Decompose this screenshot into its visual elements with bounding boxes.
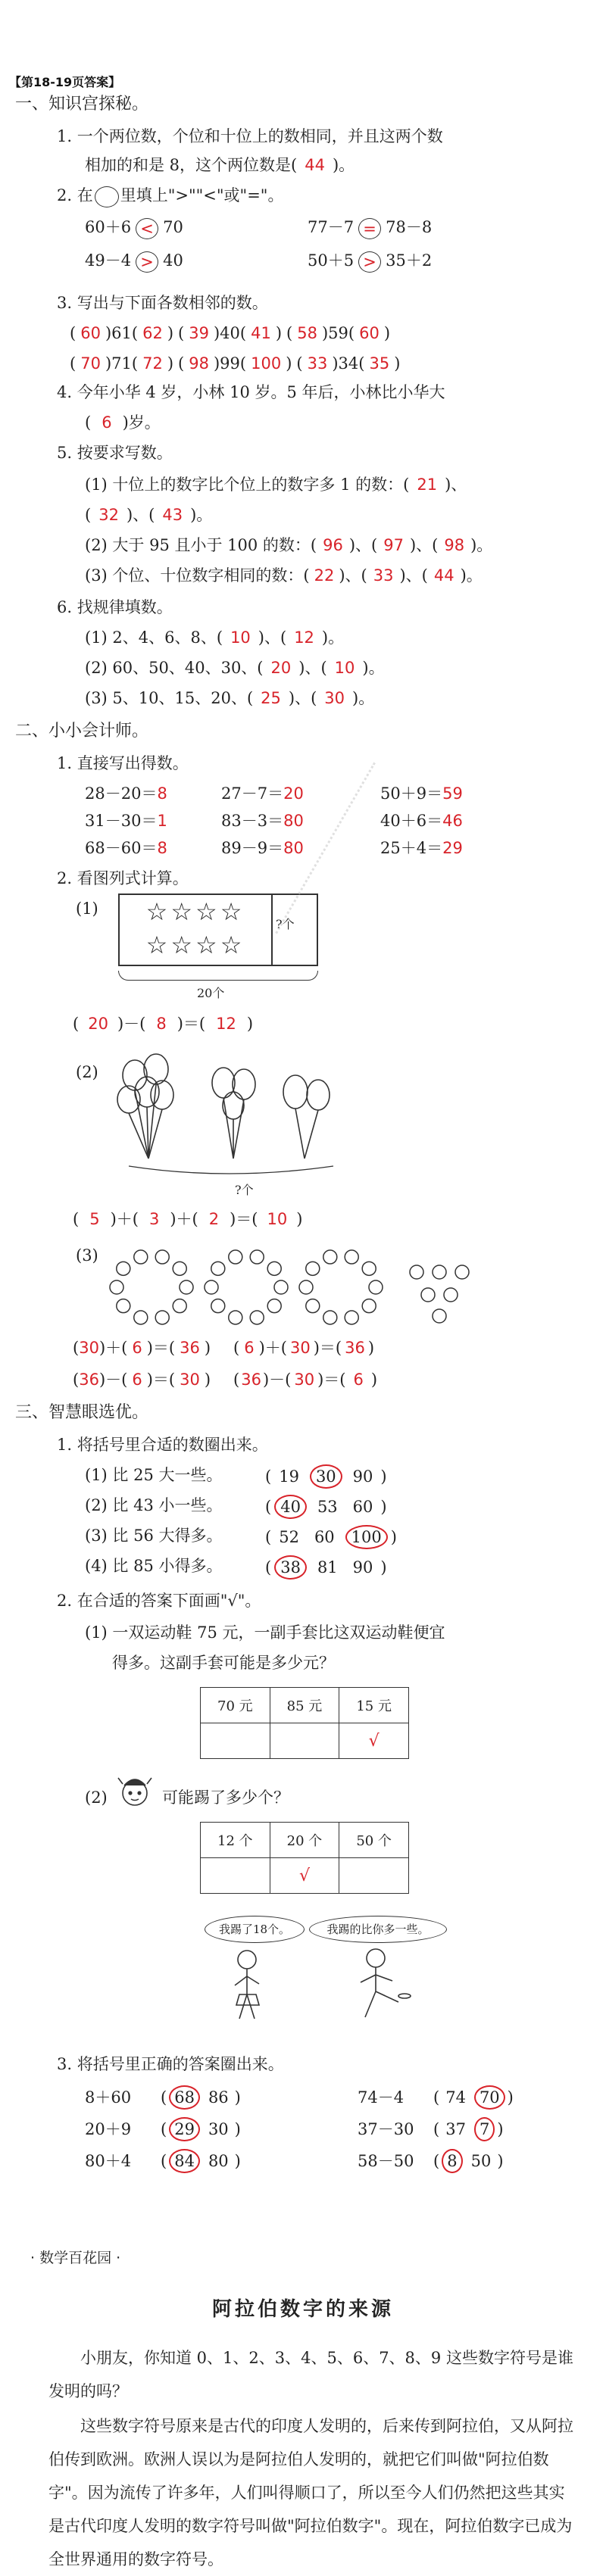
comparison-right: 78－8 xyxy=(386,218,433,236)
bead xyxy=(250,1311,264,1324)
col-12: 12 个 xyxy=(201,1823,270,1858)
option: 37 xyxy=(445,2120,466,2138)
expression: 31－30＝ xyxy=(85,812,158,830)
check-mark-2: √ xyxy=(270,1858,339,1894)
mental-math-item xyxy=(221,837,304,859)
expression: 89－9＝ xyxy=(221,839,284,857)
q1-text-2: 相加的和是 8，这个两位数是( 44 )。 xyxy=(85,156,355,174)
adjacent-given: 59 xyxy=(328,324,348,342)
bead xyxy=(229,1250,242,1264)
col-85: 85 元 xyxy=(270,1688,339,1723)
page-tag: 【第18-19页答案】 xyxy=(9,75,121,89)
circled-option: 7 xyxy=(474,2117,495,2141)
bead xyxy=(250,1250,264,1264)
check-mark: √ xyxy=(339,1723,409,1759)
mental-math-item xyxy=(221,810,304,831)
result: 80 xyxy=(283,839,304,857)
expression: 80＋4 xyxy=(85,2152,132,2170)
bead xyxy=(274,1280,288,1294)
q4-answer-line: ( 6 )岁。 xyxy=(85,413,161,432)
option: 19 xyxy=(279,1467,299,1486)
adjacent-row: ( 70 )71( 72 ) ( 98 )99( 100 ) ( 33 )34( 35 ) xyxy=(70,354,401,373)
p1-label: (1) xyxy=(76,900,98,918)
comparison-item xyxy=(85,250,183,273)
choice-options: ( 19 30 90 ) xyxy=(265,1464,387,1489)
comparison-sign: > xyxy=(358,251,381,273)
comparison-right: 70 xyxy=(163,218,183,236)
s3-q2-p1-text-2: 得多。这副手套可能是多少元？ xyxy=(112,1654,335,1672)
adjacent-given: 34 xyxy=(338,354,359,373)
answer-choice-item: 37－30 ( 37 7 ) xyxy=(358,2117,504,2141)
option: 50 xyxy=(470,2152,492,2170)
garden-paragraph-1: 小朋友，你知道 0、1、2、3、4、5、6、7、8、9 这些数字符号是谁发明的吗？ xyxy=(48,2349,573,2400)
comparison-right: 35＋2 xyxy=(386,251,433,270)
bead xyxy=(211,1299,225,1313)
expression: 28－20＝ xyxy=(85,784,158,803)
gloves-table xyxy=(200,1687,409,1759)
bead xyxy=(180,1280,193,1294)
adjacent-before: 58 xyxy=(297,324,317,342)
option: 90 xyxy=(352,1467,373,1486)
bead xyxy=(117,1299,130,1313)
bead xyxy=(345,1250,358,1264)
adjacent-after: 72 xyxy=(142,354,163,373)
circled-option: 68 xyxy=(169,2085,200,2110)
children-kicking-illustration xyxy=(217,1946,444,2029)
p3-equation-2: (36)－( 6 )＝( 30 ) (36)－( 30 )＝( 6 ) xyxy=(73,1371,378,1389)
expression: 83－3＝ xyxy=(221,812,284,830)
q6b: (2) 60、50、40、30、( 20 )、( 10 )。 xyxy=(85,659,385,677)
s3-q2-text: 2. 在合适的答案下面画"√"。 xyxy=(57,1592,261,1610)
circled-option: 84 xyxy=(169,2149,200,2173)
q6a: (1) 2、4、6、8、( 10 )、( 12 )。 xyxy=(85,628,345,647)
loose-bead xyxy=(433,1265,446,1279)
comparison-right: 40 xyxy=(163,251,183,270)
expression: 20＋9 xyxy=(85,2120,132,2138)
result: 1 xyxy=(157,812,167,830)
col-50: 50 个 xyxy=(339,1823,409,1858)
bead xyxy=(345,1311,358,1324)
choice-question: (1) 比 25 大一些。 xyxy=(85,1466,223,1484)
circle-icon xyxy=(95,186,119,207)
q5-text: 5. 按要求写数。 xyxy=(57,444,173,462)
adjacent-before: 39 xyxy=(189,324,209,342)
expression: 50＋9＝ xyxy=(380,784,443,803)
adjacent-after: 100 xyxy=(251,354,282,373)
q3-text: 3. 写出与下面各数相邻的数。 xyxy=(57,294,268,312)
bead xyxy=(211,1261,225,1275)
choice-question: (3) 比 56 大得多。 xyxy=(85,1527,223,1545)
bead-rings-illustration xyxy=(106,1242,500,1333)
bead xyxy=(117,1261,130,1275)
section-3-title: 三、智慧眼选优。 xyxy=(15,1403,149,1422)
q1-text: 1. 一个两位数，个位和十位上的数相同，并且这两个数 xyxy=(57,127,443,145)
circled-option: 40 xyxy=(274,1495,307,1519)
q5a: (1) 十位上的数字比个位上的数字多 1 的数：( 21 )、 xyxy=(85,476,467,494)
option: 81 xyxy=(317,1558,338,1576)
choice-options: ( 38 81 90 ) xyxy=(265,1555,387,1580)
p3-equation-1: (30)＋( 6 )＝( 36 ) ( 6 )＋( 30 )＝( 36 ) xyxy=(73,1339,375,1357)
result: 80 xyxy=(283,812,304,830)
mental-math-item xyxy=(85,837,167,859)
adjacent-given: 71 xyxy=(111,354,132,373)
bead xyxy=(155,1250,169,1264)
bead xyxy=(134,1250,148,1264)
expression: 68－60＝ xyxy=(85,839,158,857)
q5b: (2) 大于 95 且小于 100 的数：( 96 )、( 97 )、( 98 )。 xyxy=(85,536,493,554)
mental-math-item xyxy=(221,783,304,804)
answer-choice-item: 8＋60 ( 68 86 ) xyxy=(85,2085,241,2110)
q6-text: 6. 找规律填数。 xyxy=(57,598,173,616)
choice-options: ( 52 60 100 ) xyxy=(265,1525,397,1549)
comparison-left: 77－7 xyxy=(308,218,355,236)
bead xyxy=(369,1280,383,1294)
speech-bubble-2: 我踢的比你多一些。 xyxy=(309,1916,447,1943)
comparison-left: 50＋5 xyxy=(308,251,355,270)
s2-q1-text: 1. 直接写出得数。 xyxy=(57,754,189,772)
bead xyxy=(205,1280,218,1294)
adjacent-before: 60 xyxy=(80,324,101,342)
adjacent-row: ( 60 )61( 62 ) ( 39 )40( 41 ) ( 58 )59( 60 ) xyxy=(70,324,391,342)
total-brace xyxy=(118,971,318,981)
expression: 58－50 xyxy=(358,2152,414,2170)
loose-bead xyxy=(433,1309,446,1323)
q2-text: 2. 在 里填上">""<"或"="。 xyxy=(57,185,283,207)
col-70: 70 元 xyxy=(201,1688,270,1723)
option: 60 xyxy=(352,1498,373,1516)
option: 30 xyxy=(208,2120,229,2138)
mental-math-item xyxy=(85,810,167,831)
adjacent-given: 40 xyxy=(220,324,240,342)
option: 80 xyxy=(208,2152,229,2170)
answer-choice-item: 80＋4 ( 84 80 ) xyxy=(85,2149,241,2173)
adjacent-after: 35 xyxy=(369,354,390,373)
choice-question: (2) 比 43 小一些。 xyxy=(85,1496,223,1514)
comparison-left: 49－4 xyxy=(85,251,132,270)
comparison-left: 60＋6 xyxy=(85,218,132,236)
choice-options: ( 40 53 60 ) xyxy=(265,1495,387,1519)
result: 20 xyxy=(283,784,304,803)
kicks-table xyxy=(200,1822,409,1894)
unknown-count: ?个 xyxy=(276,917,295,931)
comparison-sign: = xyxy=(358,218,381,239)
bead xyxy=(134,1311,148,1324)
expression: 27－7＝ xyxy=(221,784,284,803)
s3-q2-p2-text: 可能踢了多少个？ xyxy=(162,1789,289,1807)
total-label: 20个 xyxy=(197,986,225,1000)
option: 52 xyxy=(279,1528,299,1546)
col-15: 15 元 xyxy=(339,1688,409,1723)
section-1-title: 一、知识宫探秘。 xyxy=(15,95,149,114)
bead xyxy=(267,1299,281,1313)
adjacent-after: 60 xyxy=(359,324,380,342)
bead xyxy=(299,1280,313,1294)
circled-option: 70 xyxy=(474,2085,505,2110)
bead xyxy=(173,1299,186,1313)
result: 8 xyxy=(157,784,167,803)
q4-text: 4. 今年小华 4 岁，小林 10 岁。5 年后，小林比小华大 xyxy=(57,383,445,401)
circled-option: 30 xyxy=(310,1464,342,1489)
circled-option: 8 xyxy=(442,2149,462,2173)
comparison-item xyxy=(308,217,432,239)
balloons-illustration xyxy=(114,1053,341,1181)
garden-title: 阿拉伯数字的来源 xyxy=(211,2298,394,2321)
answer-choice-item: 20＋9 ( 29 30 ) xyxy=(85,2117,241,2141)
comparison-item xyxy=(308,250,432,273)
circled-option: 38 xyxy=(274,1555,307,1580)
bead xyxy=(229,1311,242,1324)
adjacent-after: 41 xyxy=(251,324,271,342)
bead xyxy=(362,1299,376,1313)
result: 8 xyxy=(157,839,167,857)
comparison-item xyxy=(85,217,183,239)
p2-equation: ( 5 )＋( 3 )＋( 2 )＝( 10 ) xyxy=(73,1210,303,1228)
circled-option: 29 xyxy=(169,2117,200,2141)
garden-paragraph-2: 这些数字符号原来是古代的印度人发明的，后来传到阿拉伯，又从阿拉伯传到欧洲。欧洲人误以为是阿拉伯人发明的，就把它们叫做"阿拉伯数字"。因为流传了许多年，人们叫得顺口了，所以至今人们仍然把这些其实是古代印度人发明的数字符号叫做"阿拉伯数字"。现在，阿拉伯数字已成为全世界通用的数字符号。 xyxy=(48,2417,573,2568)
answer-choice-item: 58－50 ( 8 50 ) xyxy=(358,2149,504,2173)
adjacent-after: 62 xyxy=(142,324,163,342)
mental-math-item xyxy=(85,783,167,804)
section-2-title: 二、小小会计师。 xyxy=(15,722,149,741)
adjacent-before: 33 xyxy=(307,354,328,373)
p3-label: (3) xyxy=(76,1246,98,1265)
p2-unknown: ?个 xyxy=(235,1183,254,1197)
bead xyxy=(306,1299,320,1313)
s3-q1-text: 1. 将括号里合适的数圈出来。 xyxy=(57,1436,268,1454)
expression: 25＋4＝ xyxy=(380,839,443,857)
choice-question: (4) 比 85 小得多。 xyxy=(85,1557,223,1575)
circled-option: 100 xyxy=(345,1525,388,1549)
option: 86 xyxy=(208,2088,229,2107)
comparison-sign: > xyxy=(136,251,158,273)
result: 29 xyxy=(442,839,463,857)
p2-label: (2) xyxy=(76,1063,98,1081)
option: 53 xyxy=(317,1498,338,1516)
p1-equation: ( 20 )－( 8 )＝( 12 ) xyxy=(73,1015,254,1033)
result: 59 xyxy=(442,784,463,803)
s3-q2-p2-label: (2) xyxy=(85,1789,108,1807)
loose-bead xyxy=(455,1265,469,1279)
expression: 37－30 xyxy=(358,2120,414,2138)
q5c: (3) 个位、十位数字相同的数：( 22 )、( 33 )、( 44 )。 xyxy=(85,566,483,585)
expression: 8＋60 xyxy=(85,2088,132,2107)
s3-q3-text: 3. 将括号里正确的答案圈出来。 xyxy=(57,2055,284,2073)
bead xyxy=(306,1261,320,1275)
bead xyxy=(323,1250,337,1264)
loose-bead xyxy=(410,1265,423,1279)
bead xyxy=(323,1311,337,1324)
s2-q2-text: 2. 看图列式计算。 xyxy=(57,869,189,887)
adjacent-given: 61 xyxy=(111,324,132,342)
adjacent-before: 70 xyxy=(80,354,101,373)
option: 74 xyxy=(445,2088,466,2107)
bead xyxy=(155,1311,169,1324)
bead xyxy=(362,1261,376,1275)
q6c: (3) 5、10、15、20、( 25 )、( 30 )。 xyxy=(85,689,375,707)
bead xyxy=(267,1261,281,1275)
q5a-cont: ( 32 )、( 43 )。 xyxy=(85,506,213,524)
expression: 40＋6＝ xyxy=(380,812,443,830)
bead xyxy=(173,1261,186,1275)
bead xyxy=(110,1280,123,1294)
s3-q2-p1-text: (1) 一双运动鞋 75 元，一副手套比这双运动鞋便宜 xyxy=(85,1623,445,1642)
col-20: 20 个 xyxy=(270,1823,339,1858)
loose-bead xyxy=(421,1288,435,1302)
star-icons: ☆☆☆☆ ☆☆☆☆ xyxy=(120,895,273,965)
option: 90 xyxy=(352,1558,373,1576)
girl-icon xyxy=(112,1773,158,1816)
garden-label: · 数学百花园 · xyxy=(30,2250,121,2266)
expression: 74－4 xyxy=(358,2088,405,2107)
loose-bead xyxy=(444,1288,458,1302)
adjacent-before: 98 xyxy=(189,354,209,373)
answer-choice-item: 74－4 ( 74 70 ) xyxy=(358,2085,514,2110)
adjacent-given: 99 xyxy=(220,354,240,373)
speech-bubble-1: 我踢了18个。 xyxy=(205,1916,305,1943)
option: 60 xyxy=(314,1528,335,1546)
result: 46 xyxy=(442,812,463,830)
comparison-sign: < xyxy=(136,218,158,239)
